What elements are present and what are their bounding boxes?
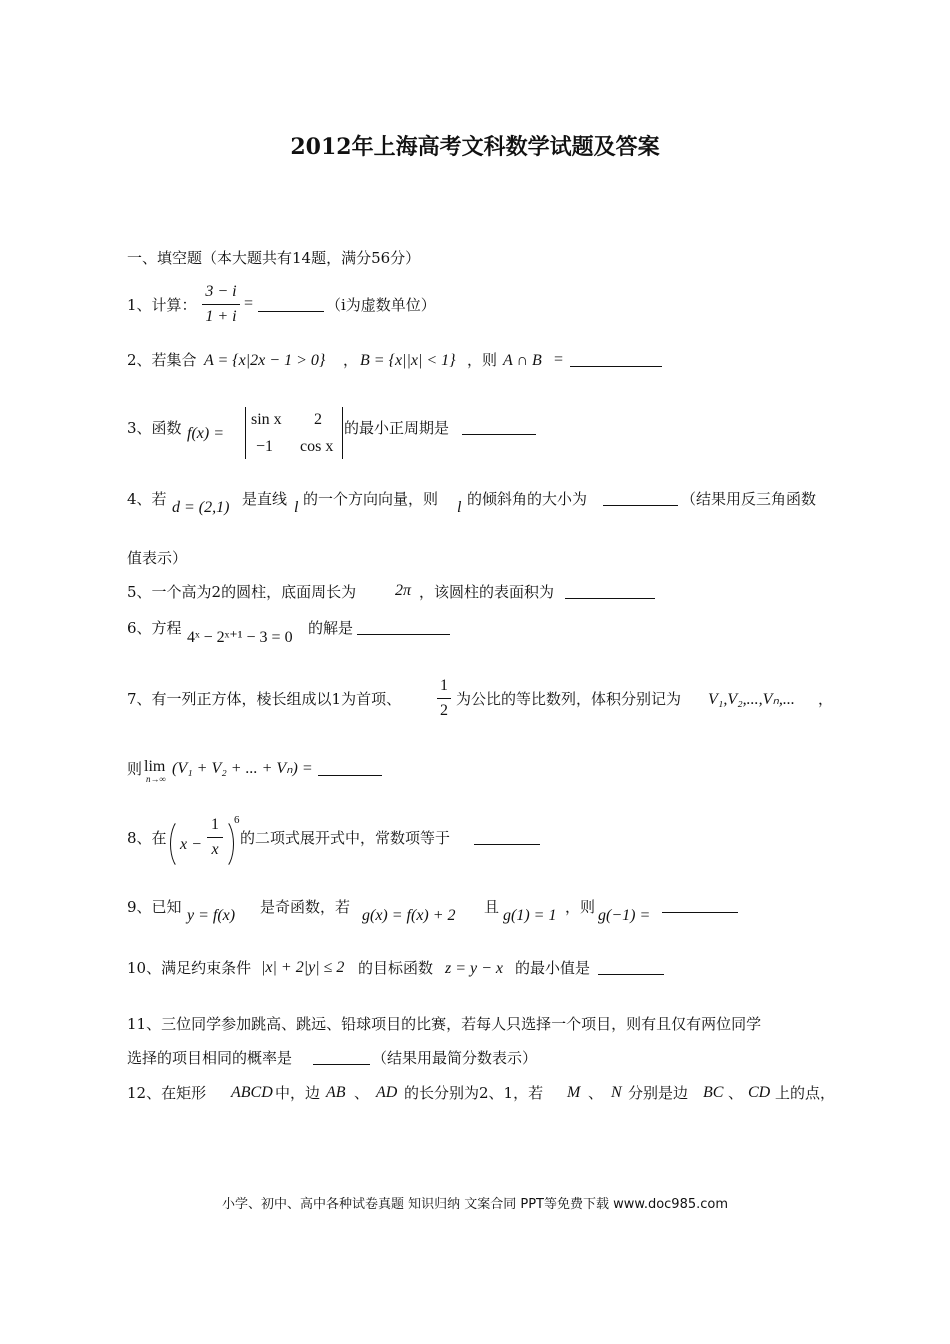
question-1-label: 1、计算： [127,296,197,314]
q2-sep1: ， [343,351,359,369]
q9-mid2: 且 [484,898,500,916]
q8-fraction-bar [207,837,223,838]
q1-numerator: 3 − i [205,283,237,300]
question-10-label: 10、满足约束条件 [127,959,252,977]
q3-tail: 的最小正周期是 [344,419,450,437]
q8-numerator: 1 [211,816,219,833]
q7-then: 则 [127,760,143,778]
q3-a11: sin x [251,411,282,428]
page-title: 2012年上海高考文科数学试题及答案 [290,134,660,160]
q10-objective: z = y − x [445,960,504,977]
q9-mid3: ，则 [565,898,596,916]
question-7-label: 7、有一列正方体，棱长组成以1为首项、 [127,690,402,708]
q1-fraction-bar [202,304,240,305]
question-8-label: 8、在 [127,829,167,847]
q12-abcd: ABCD [231,1084,273,1101]
q2-set-a: A = {x|2x − 1 > 0} [204,352,326,369]
q9-odd-function: y = f(x) [187,907,236,924]
q2-answer-blank[interactable] [570,352,662,367]
q10-tail: 的最小值是 [515,959,591,977]
q1-answer-blank[interactable] [258,297,324,312]
q4-line-l: l [294,499,299,516]
question-11-line2a: 选择的项目相同的概率是 [127,1049,293,1067]
q9-g-minus1: g(−1) = [598,907,651,924]
q10-mid: 的目标函数 [358,959,434,977]
q2-set-b: B = {x||x| < 1} [360,352,456,369]
q7-lim-expr: (V₁ + V₂ + ... + Vₙ) = [172,760,313,777]
q3-a22: cos x [300,438,334,455]
q7-answer-blank[interactable] [318,761,382,776]
question-12-t3: 、 [354,1084,370,1102]
question-5-label: 5、一个高为2的圆柱，底面周长为 [127,583,357,601]
q9-answer-blank[interactable] [662,898,738,913]
q4-line2: 值表示） [127,549,188,567]
q1-denominator: 1 + i [205,308,237,325]
q12-bc: BC [703,1084,724,1101]
question-6-label: 6、方程 [127,619,182,637]
q1-equals: = [244,295,254,312]
q7-denominator: 2 [440,702,448,719]
q8-power: 6 [234,814,240,826]
q12-m: M [567,1084,581,1101]
q4-mid2: 的一个方向向量，则 [303,490,439,508]
q2-expression: A ∩ B [503,352,542,369]
q4-mid3: 的倾斜角的大小为 [467,490,588,508]
q12-ad: AD [376,1084,398,1101]
question-4-label: 4、若 [127,490,167,508]
page-footer[interactable]: 小学、初中、高中各种试卷真题 知识归纳 文案合同 PPT等免费下载 www.doc985.com [221,1197,729,1212]
q12-ab: AB [326,1084,346,1101]
q2-sep2: ，则 [467,351,498,369]
q12-n: N [611,1084,622,1101]
section-heading: 一、填空题（本大题共有14题，满分56分） [127,249,421,267]
question-12-t7: 、 [728,1084,744,1102]
q7-sequence: V₁,V₂,...,Vₙ,... [708,691,795,708]
q7-lim-sub: n→∞ [146,774,166,784]
q12-cd: CD [748,1084,771,1101]
q10-answer-blank[interactable] [598,960,664,975]
question-12-t1: 12、在矩形 [127,1084,207,1102]
q6-equation: 4ˣ − 2ˣ⁺¹ − 3 = 0 [187,629,293,646]
question-2-label: 2、若集合 [127,351,197,369]
q7-numerator: 1 [440,677,448,694]
q5-tail: ，该圆柱的表面积为 [419,583,555,601]
question-11-line2b: （结果用最简分数表示） [372,1049,538,1067]
q8-answer-blank[interactable] [474,830,540,845]
q9-g-def: g(x) = f(x) + 2 [362,907,456,924]
question-9-label: 9、已知 [127,898,182,916]
q7-lim: lim [144,758,166,775]
q8-x-minus: x − [180,836,202,853]
q9-mid1: 是奇函数，若 [260,898,351,916]
q6-answer-blank[interactable] [357,620,450,635]
question-12-t4: 的长分别为2、1，若 [404,1084,544,1102]
q5-pi: 2π [395,582,412,599]
q4-answer-blank[interactable] [603,491,678,506]
question-12-t5: 、 [588,1084,604,1102]
q5-answer-blank[interactable] [565,584,655,599]
q7-comma: ， [818,690,834,708]
question-12-t8: 上的点， [775,1084,836,1102]
question-3-label: 3、函数 [127,419,182,437]
q4-mid1: 是直线 [242,490,288,508]
q2-equals: = [554,351,564,368]
q4-line-l2: l [457,499,462,516]
question-12-t2: 中，边 [275,1084,321,1102]
q3-a21: −1 [256,438,274,455]
q3-function: f(x) = [187,425,224,442]
question-11-line1: 11、三位同学参加跳高、跳远、铅球项目的比赛，若每人只选择一个项目，则有且仅有两位同学 [127,1015,762,1033]
q6-tail: 的解是 [308,619,354,637]
question-12-t6: 分别是边 [628,1084,689,1102]
q3-a12: 2 [314,411,322,428]
q7-mid: 为公比的等比数列，体积分别记为 [456,690,682,708]
q3-answer-blank[interactable] [462,420,536,435]
q4-tail: （结果用反三角函数 [681,490,817,508]
q4-vector: d = (2,1) [172,499,230,516]
q1-note: （i为虚数单位） [326,296,436,314]
q10-constraint: |x| + 2|y| ≤ 2 [261,959,345,976]
q11-answer-blank[interactable] [313,1050,370,1065]
q7-fraction-bar [437,698,451,699]
q9-g1: g(1) = 1 [503,907,557,924]
q8-denominator: x [211,841,219,858]
q8-tail: 的二项式展开式中，常数项等于 [240,829,451,847]
